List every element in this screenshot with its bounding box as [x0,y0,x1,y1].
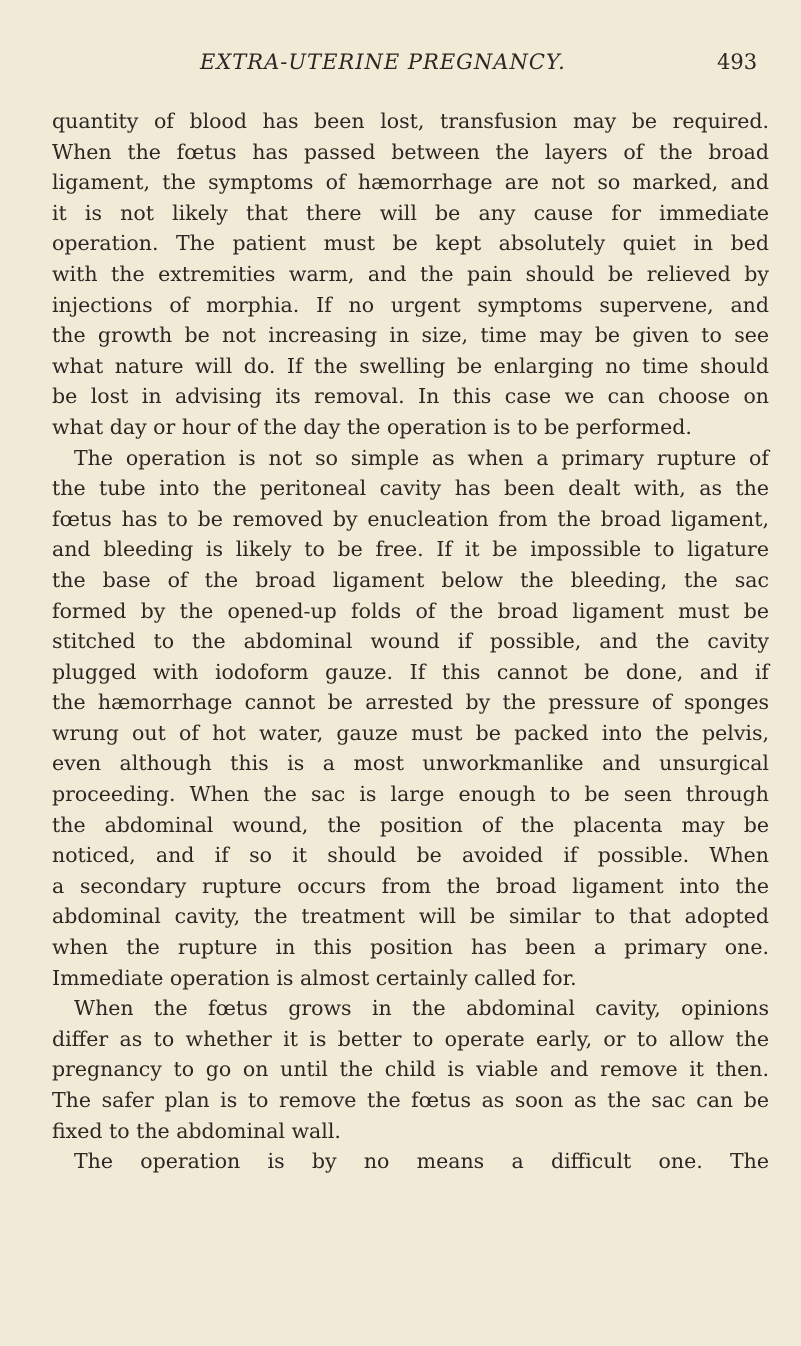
text-line: abdominal cavity, the treatment will be similar to that adopted [52,904,769,929]
text-line: even although this is a most unworkmanlike and unsurgical [52,751,769,776]
running-title: EXTRA-UTERINE PREGNANCY. [200,50,566,74]
text-line: the base of the broad ligament below the bleeding, the sac [52,567,769,592]
text-line: stitched to the abdominal wound if possible, and the cavity [52,629,769,654]
text-line: the tube into the peritoneal cavity has been dealt with, as the [52,476,769,501]
text-line: pregnancy to go on until the child is viable and remove it then. [52,1057,769,1082]
text-line: what nature will do. If the swelling be enlarging no time should [52,353,769,378]
body-text [52,106,769,1177]
text-line: with the extremities warm, and the pain should be relieved by [52,261,769,286]
text-line: plugged with iodoform gauze. If this cannot be done, and if [52,659,769,684]
text-line: and bleeding is likely to be free. If it be impossible to ligature [52,537,769,562]
text-line: ligament, the symptoms of hæmorrhage are not so marked, and [52,170,769,195]
text-line: operation. The patient must be kept absolutely quiet in bed [52,231,769,256]
text-line: fixed to the abdominal wall. [52,1118,341,1143]
running-head [0,50,801,80]
text-line: Immediate operation is almost certainly called for. [52,965,577,990]
text-line: the growth be not increasing in size, time may be given to see [52,323,769,348]
text-line: when the rupture in this position has been a primary one. [52,935,769,960]
text-line: fœtus has to be removed by enucleation from the broad ligament, [52,506,769,531]
text-line: the hæmorrhage cannot be arrested by the pressure of sponges [52,690,769,715]
text-line: When the fœtus grows in the abdominal cavity, opinions [74,996,769,1021]
text-line: formed by the opened-up folds of the broad ligament must be [52,598,769,623]
text-line: a secondary rupture occurs from the broad ligament into the [52,873,769,898]
text-line: wrung out of hot water, gauze must be packed into the pelvis, [52,720,769,745]
text-line: it is not likely that there will be any cause for immediate [52,200,769,225]
text-line: When the fœtus has passed between the layers of the broad [52,139,769,164]
text-line: proceeding. When the sac is large enough to be seen through [52,782,769,807]
text-line: noticed, and if so it should be avoided if possible. When [52,843,769,868]
text-line: The operation is not so simple as when a primary rupture of [74,445,769,470]
text-line: injections of morphia. If no urgent symptoms supervene, and [52,292,769,317]
text-line: The safer plan is to remove the fœtus as soon as the sac can be [52,1088,769,1112]
text-line: differ as to whether it is better to operate early, or to allow the [52,1026,769,1051]
text-line: what day or hour of the day the operation is to be performed. [52,414,692,439]
text-line: quantity of blood has been lost, transfusion may be required. [52,109,769,133]
text-line: be lost in advising its removal. In this case we can choose on [52,384,769,409]
page-number: 493 [717,50,758,74]
text-line: The operation is by no means a difficult one. The [74,1149,769,1174]
text-line: the abdominal wound, the position of the placenta may be [52,812,769,837]
